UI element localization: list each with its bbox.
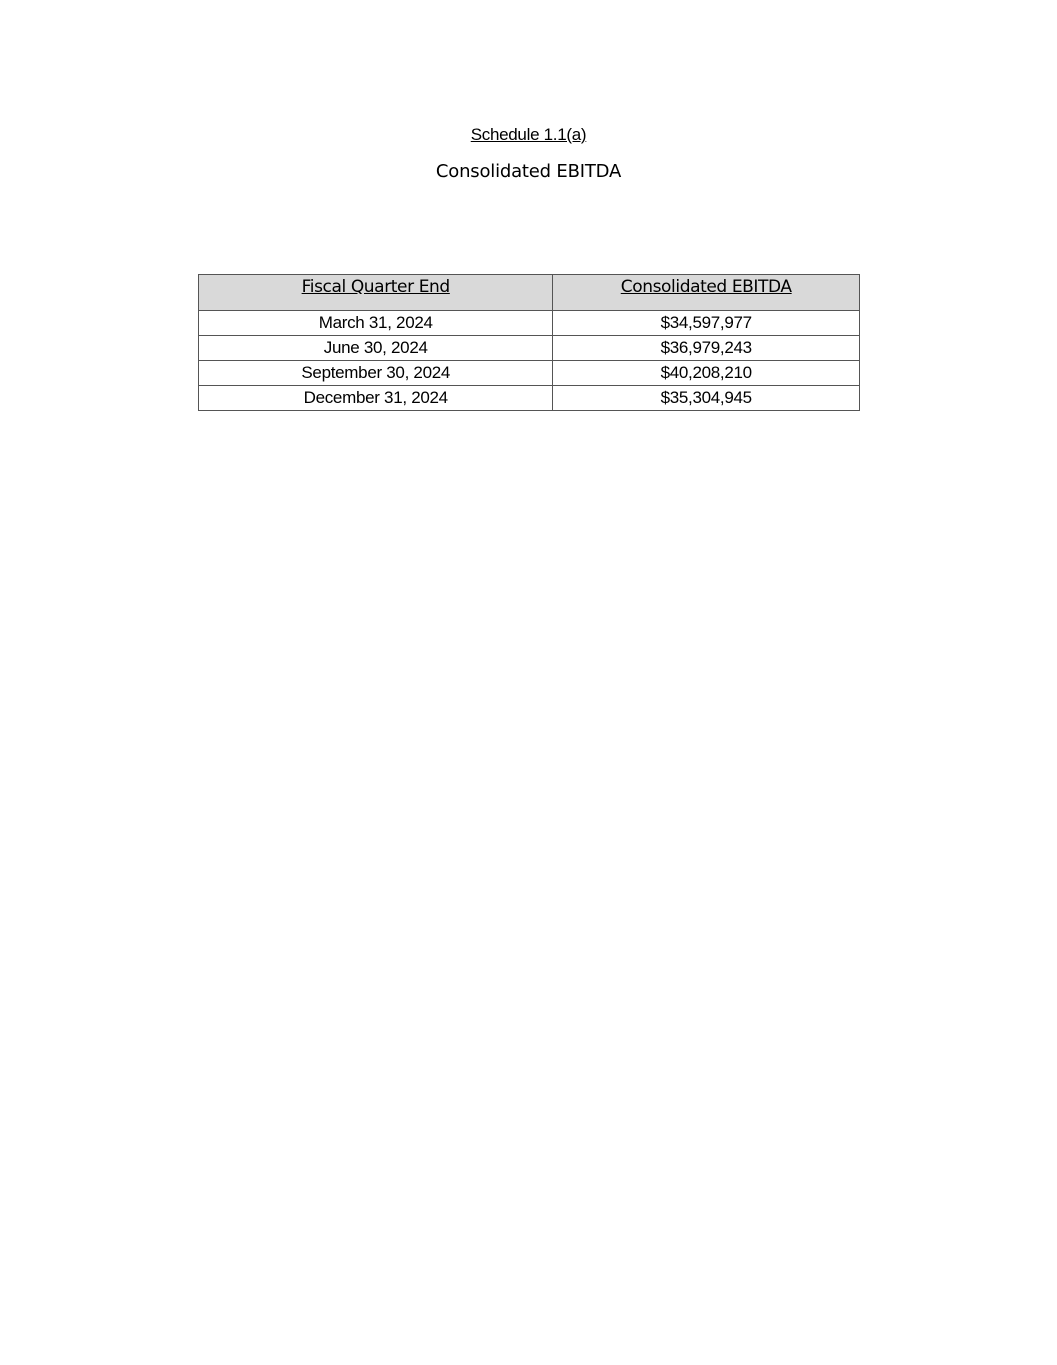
- header-fiscal-quarter-end: Fiscal Quarter End: [199, 275, 553, 311]
- table-row: [199, 386, 860, 411]
- schedule-label: Schedule 1.1(a): [470, 125, 587, 144]
- ebitda-value-cell: $36,979,243: [553, 336, 860, 361]
- table-row: [199, 311, 860, 336]
- ebitda-value-cell: $34,597,977: [553, 311, 860, 336]
- table-header-row: [199, 275, 860, 311]
- quarter-end-cell: September 30, 2024: [199, 361, 553, 386]
- ebitda-value-cell: $35,304,945: [553, 386, 860, 411]
- quarter-end-cell: March 31, 2024: [199, 311, 553, 336]
- table-row: [199, 336, 860, 361]
- page-title: Consolidated EBITDA: [435, 161, 622, 182]
- header-consolidated-ebitda: Consolidated EBITDA: [553, 275, 860, 311]
- quarter-end-cell: June 30, 2024: [199, 336, 553, 361]
- quarter-end-cell: December 31, 2024: [199, 386, 553, 411]
- ebitda-value-cell: $40,208,210: [553, 361, 860, 386]
- table-row: [199, 361, 860, 386]
- ebitda-table: [198, 274, 860, 411]
